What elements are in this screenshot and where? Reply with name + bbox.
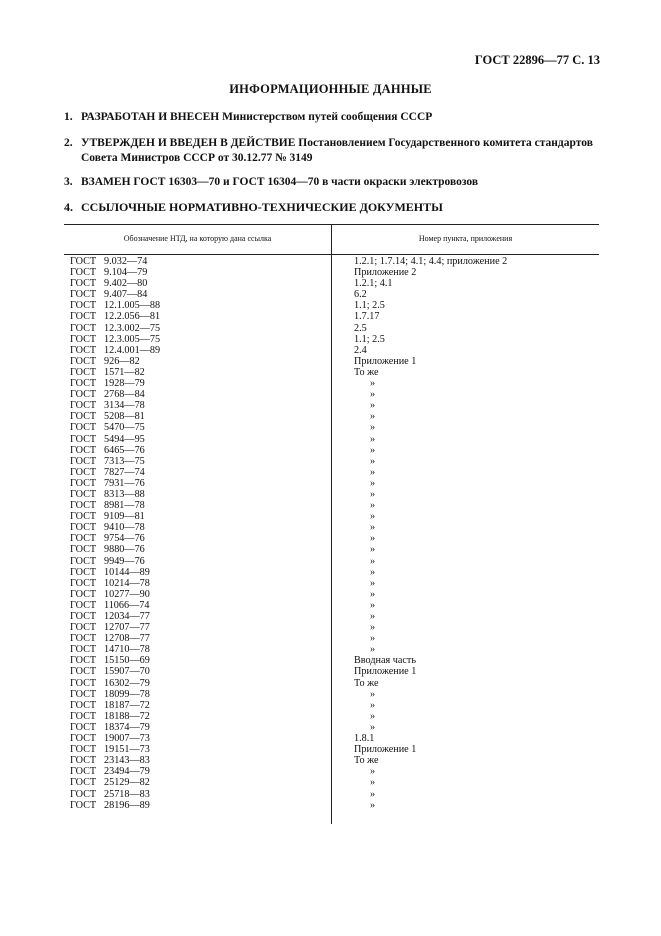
ntd-designation [70,489,145,500]
table-row [70,478,599,489]
standard-number: 9109—81 [104,511,145,523]
standard-prefix: ГОСТ [70,322,97,334]
clause-reference: » [370,577,376,589]
standard-prefix: ГОСТ [70,433,97,445]
table-row [70,655,599,666]
standard-prefix: ГОСТ [70,355,97,367]
table-row [70,766,599,777]
standard-prefix: ГОСТ [70,500,97,512]
table-row [70,600,599,611]
standard-prefix: ГОСТ [70,555,97,567]
table-row [70,777,599,788]
ntd-designation [70,622,150,633]
ntd-designation [70,367,145,378]
clause-reference: » [370,500,376,512]
standard-prefix: ГОСТ [70,622,97,634]
clause-reference: » [370,544,376,556]
table-row [70,389,599,400]
clause-reference: Приложение 2 [354,267,417,279]
standard-number: 25129—82 [104,777,150,789]
standard-number: 9.402—80 [104,278,148,290]
standard-prefix: ГОСТ [70,444,97,456]
standard-prefix: ГОСТ [70,733,97,745]
table-row [70,256,599,267]
standard-number: 16302—79 [104,677,150,689]
standard-number: 12.1.005—88 [104,300,161,312]
standard-prefix: ГОСТ [70,588,97,600]
standard-number: 1928—79 [104,378,145,390]
info-item-3 [64,175,604,190]
standard-prefix: ГОСТ [70,466,97,478]
standard-number: 19007—73 [104,733,150,745]
table-row [70,511,599,522]
standard-number: 7827—74 [104,466,145,478]
ntd-designation [70,478,145,489]
standard-number: 12034—77 [104,611,150,622]
table-row [70,789,599,800]
ntd-designation [70,578,150,589]
table-row [70,533,599,544]
table-row [70,311,599,322]
clause-reference: » [370,710,376,722]
clause-reference: » [370,400,376,412]
table-row [70,644,599,655]
ntd-designation [70,589,150,600]
standard-number: 18188—72 [104,710,150,722]
item-lead: ССЫЛОЧНЫЕ НОРМАТИВНО-ТЕХНИЧЕСКИЕ ДОКУМЕНТЫ [81,200,443,214]
standard-prefix: ГОСТ [70,400,97,412]
standard-number: 1571—82 [104,366,145,378]
clause-reference: » [370,433,376,445]
ntd-designation [70,755,150,766]
standard-number: 10214—78 [104,577,150,589]
ntd-designation [70,711,150,722]
standard-number: 926—82 [104,355,140,367]
item-lead: УТВЕРЖДЕН И ВВЕДЕН В ДЕЙСТВИЕ [81,137,296,149]
clause-reference: Приложение 1 [354,355,417,367]
info-item-4 [64,200,604,215]
ntd-designation [70,655,150,666]
standard-prefix: ГОСТ [70,522,97,534]
table-row [70,522,599,533]
ntd-designation [70,267,147,278]
clause-reference: » [370,688,376,700]
table-row [70,678,599,689]
clause-reference: 1.1; 2.5 [354,300,385,312]
table-row [70,323,599,334]
clause-reference: 2.4 [354,344,367,356]
ntd-designation [70,256,147,267]
ntd-designation [70,356,140,367]
ntd-designation [70,567,150,578]
standard-prefix: ГОСТ [70,488,97,500]
standard-prefix: ГОСТ [70,777,97,789]
table-row [70,556,599,567]
standard-number: 12.3.002—75 [104,322,161,334]
standard-prefix: ГОСТ [70,511,97,523]
standard-prefix: ГОСТ [70,710,97,722]
clause-reference: » [370,378,376,390]
clause-reference: Приложение 1 [354,744,417,756]
clause-reference: » [370,633,376,645]
table-row [70,800,599,811]
table-row [70,378,599,389]
standard-prefix: ГОСТ [70,766,97,778]
standard-prefix: ГОСТ [70,633,97,645]
standard-number: 5208—81 [104,411,145,423]
standard-prefix: ГОСТ [70,344,97,356]
table-row [70,356,599,367]
clause-reference: » [370,422,376,434]
table-row [70,411,599,422]
item-number: 2. [64,137,73,149]
table-body [70,256,599,811]
clause-reference: » [370,533,376,545]
clause-reference: То же [354,755,379,767]
table-row [70,755,599,766]
item-text: в части окраски электровозов [319,176,479,188]
ntd-designation [70,500,145,511]
item-lead: ВЗАМЕН ГОСТ 16303—70 и ГОСТ 16304—70 [81,176,320,188]
standard-prefix: ГОСТ [70,744,97,756]
table-row [70,445,599,456]
standard-number: 5494—95 [104,433,145,445]
table-row [70,578,599,589]
ntd-designation [70,533,145,544]
standard-number: 18099—78 [104,688,150,700]
standard-number: 9949—76 [104,555,145,567]
table-row [70,489,599,500]
standard-number: 7313—75 [104,455,145,467]
clause-reference: » [370,721,376,733]
ntd-designation [70,389,145,400]
ntd-designation [70,400,145,411]
info-item-1 [64,110,604,125]
table-row [70,467,599,478]
item-number: 4. [64,200,73,214]
ntd-designation [70,544,145,555]
standard-number: 3134—78 [104,400,145,412]
clause-reference: » [370,788,376,800]
ntd-designation [70,611,150,622]
clause-reference: 1.2.1; 1.7.14; 4.1; 4.4; приложение 2 [354,256,508,267]
standard-prefix: ГОСТ [70,533,97,545]
page-reference: ГОСТ 22896—77 С. 13 [474,53,600,67]
ntd-designation [70,666,150,677]
clause-reference: » [370,566,376,578]
standard-number: 9880—76 [104,544,145,556]
clause-reference: 2.5 [354,322,367,334]
clause-reference: 1.8.1 [354,733,375,745]
standard-number: 12.2.056—81 [104,311,161,323]
ntd-designation [70,777,150,788]
clause-reference: » [370,411,376,423]
standard-prefix: ГОСТ [70,611,97,622]
standard-prefix: ГОСТ [70,799,97,811]
standard-prefix: ГОСТ [70,311,97,323]
item-text: Постановлением Государственного комитета стандартов [295,137,593,149]
standard-prefix: ГОСТ [70,389,97,401]
standard-prefix: ГОСТ [70,300,97,312]
clause-reference: » [370,644,376,656]
clause-reference: » [370,444,376,456]
standard-prefix: ГОСТ [70,455,97,467]
table-row [70,544,599,555]
table-row [70,700,599,711]
standard-number: 9754—76 [104,533,145,545]
ntd-designation [70,722,150,733]
table-row [70,733,599,744]
ntd-designation [70,689,150,700]
ntd-designation [70,434,145,445]
standard-number: 2768—84 [104,389,145,401]
standard-number: 8313—88 [104,488,145,500]
info-item-2 [64,136,604,166]
standard-number: 19151—73 [104,744,150,756]
table-row [70,611,599,622]
standard-prefix: ГОСТ [70,644,97,656]
standard-prefix: ГОСТ [70,699,97,711]
clause-reference: Вводная часть [354,655,416,667]
ntd-designation [70,678,150,689]
table-row [70,422,599,433]
table-row [70,300,599,311]
standard-number: 14710—78 [104,644,150,656]
clause-reference: » [370,488,376,500]
ntd-designation [70,800,150,811]
ntd-designation [70,323,160,334]
clause-reference: 1.7.17 [354,311,380,323]
standard-prefix: ГОСТ [70,278,97,290]
table-row [70,711,599,722]
table-row [70,267,599,278]
standard-number: 25718—83 [104,788,150,800]
item-text-continued: Совета Министров СССР от 30.12.77 № 3149 [81,152,313,164]
standard-prefix: ГОСТ [70,267,97,279]
ntd-designation [70,733,150,744]
ntd-designation [70,522,145,533]
standard-prefix: ГОСТ [70,666,97,678]
standard-number: 15907—70 [104,666,150,678]
standard-prefix: ГОСТ [70,599,97,611]
clause-reference: То же [354,677,379,689]
ntd-designation [70,334,160,345]
table-row [70,633,599,644]
ntd-designation [70,300,160,311]
ntd-designation [70,422,145,433]
standard-number: 9.104—79 [104,267,148,279]
clause-reference: » [370,555,376,567]
ntd-designation [70,644,150,655]
ntd-designation [70,456,145,467]
standard-prefix: ГОСТ [70,721,97,733]
standard-prefix: ГОСТ [70,788,97,800]
ntd-designation [70,789,150,800]
clause-reference: » [370,599,376,611]
reference-table [64,224,599,824]
ntd-designation [70,633,150,644]
item-number: 3. [64,176,73,188]
column-header-clause: Номер пункта, приложения [418,234,513,243]
item-lead: РАЗРАБОТАН И ВНЕСЕН [81,111,220,123]
ntd-designation [70,278,147,289]
ntd-designation [70,378,145,389]
standard-prefix: ГОСТ [70,422,97,434]
standard-number: 6465—76 [104,444,145,456]
ntd-designation [70,467,145,478]
standard-number: 18187—72 [104,699,150,711]
standard-prefix: ГОСТ [70,566,97,578]
standard-number: 18374—79 [104,721,150,733]
ntd-designation [70,445,145,456]
clause-reference: » [370,799,376,811]
standard-number: 12707—77 [104,622,150,634]
standard-prefix: ГОСТ [70,755,97,767]
clause-reference: » [370,622,376,634]
clause-reference: » [370,455,376,467]
standard-number: 12.4.001—89 [104,344,161,356]
clause-reference: » [370,699,376,711]
standard-prefix: ГОСТ [70,688,97,700]
table-row [70,434,599,445]
table-row [70,567,599,578]
ntd-designation [70,600,149,611]
table-row [70,744,599,755]
clause-reference: » [370,766,376,778]
clause-reference: 6.2 [354,289,367,301]
standard-number: 9.032—74 [104,256,148,267]
clause-reference: 1.1; 2.5 [354,333,385,345]
standard-number: 12.3.005—75 [104,333,161,345]
table-row [70,278,599,289]
table-row [70,400,599,411]
standard-prefix: ГОСТ [70,289,97,301]
clause-reference: » [370,466,376,478]
column-header-designation: Обозначение НТД, на которую дана ссылка [123,234,272,243]
document-title: ИНФОРМАЦИОННЫЕ ДАННЫЕ [229,82,432,96]
table-row [70,289,599,300]
standard-prefix: ГОСТ [70,677,97,689]
standard-number: 11066—74 [104,599,150,611]
table-row [70,345,599,356]
ntd-designation [70,766,150,777]
standard-number: 10277—90 [104,588,150,600]
standard-number: 5470—75 [104,422,145,434]
standard-prefix: ГОСТ [70,411,97,423]
standard-prefix: ГОСТ [70,256,97,267]
standard-number: 8981—78 [104,500,145,512]
clause-reference: » [370,389,376,401]
clause-reference: » [370,611,376,622]
ntd-designation [70,511,145,522]
ntd-designation [70,744,150,755]
table-row [70,456,599,467]
clause-reference: 1.2.1; 4.1 [354,278,393,290]
clause-reference: Приложение 1 [354,666,417,678]
clause-reference: » [370,477,376,489]
item-text: Министерством путей сообщения СССР [219,111,433,123]
standard-number: 7931—76 [104,477,145,489]
standard-prefix: ГОСТ [70,378,97,390]
standard-number: 15150—69 [104,655,150,667]
ntd-designation [70,700,150,711]
clause-reference: То же [354,366,379,378]
table-row [70,622,599,633]
item-number: 1. [64,111,73,123]
standard-prefix: ГОСТ [70,477,97,489]
standard-prefix: ГОСТ [70,544,97,556]
clause-reference: » [370,511,376,523]
standard-prefix: ГОСТ [70,577,97,589]
clause-reference: » [370,588,376,600]
clause-reference: » [370,522,376,534]
standard-number: 28196—89 [104,799,150,811]
ntd-designation [70,311,160,322]
ntd-designation [70,411,145,422]
table-row [70,334,599,345]
standard-number: 9.407—84 [104,289,148,301]
table-row [70,367,599,378]
table-row [70,689,599,700]
table-row [70,722,599,733]
standard-number: 23494—79 [104,766,150,778]
clause-reference: » [370,777,376,789]
ntd-designation [70,556,145,567]
standard-number: 23143—83 [104,755,150,767]
standard-prefix: ГОСТ [70,366,97,378]
standard-number: 9410—78 [104,522,145,534]
table-row [70,500,599,511]
ntd-designation [70,345,160,356]
table-row [70,589,599,600]
standard-prefix: ГОСТ [70,655,97,667]
table-row [70,666,599,677]
ntd-designation [70,289,147,300]
standard-prefix: ГОСТ [70,333,97,345]
standard-number: 10144—89 [104,566,150,578]
standard-number: 12708—77 [104,633,150,645]
